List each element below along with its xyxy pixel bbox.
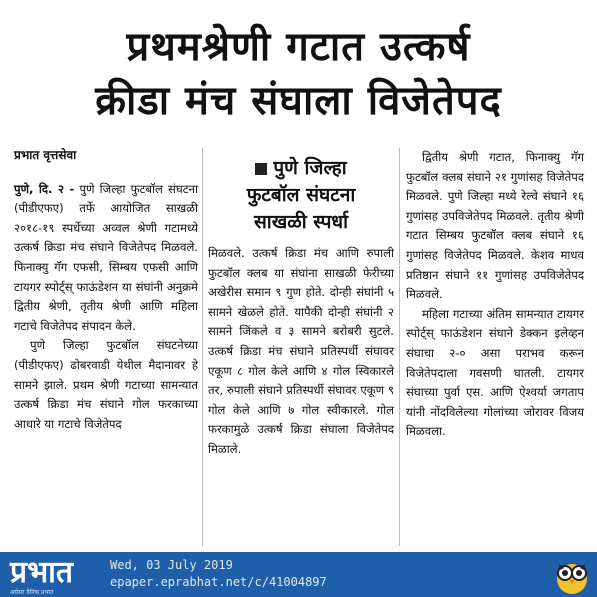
- column-1-paragraph-1: [14, 180, 198, 337]
- square-bullet-icon: [255, 163, 267, 175]
- owl-icon: [551, 554, 593, 596]
- headline: [0, 20, 597, 128]
- subheading-line-2: फुटबॉल संघटना: [246, 184, 356, 206]
- headline-line-1: प्रथमश्रेणी गटात उत्कर्ष: [126, 24, 471, 70]
- column-3-paragraph-2: महिला गटाच्या अंतिम सामन्यात टायगर स्पोर्ट्स् फाऊंडेशन संघाने डेक्कन इलेव्हन संघाचा २-० असा पराभव करून विजेतेपदाला गवसणी घातली. टायगर संघाच्या पुर्वा एस. आणि ऐश्वर्या जगताप यांनी नोंदविलेल्या गोलांच्या जोरावर विजय मिळवला.: [406, 306, 584, 439]
- byline: प्रभात वृत्तसेवा: [14, 148, 77, 162]
- logo-tagline: अग्रेसर दैनिक प्रभात: [10, 589, 54, 596]
- article-column-2: [208, 155, 394, 460]
- column-3-paragraph-1: द्वितीय श्रेणी गटात, फिनाक्यु गॅग फुटबॉल क्लब संघाने २१ गुणांसह विजेतेपद मिळवले. पुणे जिल्हा मध्ये रेल्वे संघाने १६ गुणांसह उपविजेतेपद मिळवले. तृतीय श्रेणी गटात सिम्बय फुटबॉल क्लब संघाने १६ गुणांसह विजेतेपद मिळवले. केशव माधव प्रतिष्ठान संघाने ११ गुणांसह उपविजेतेपद मिळवले.: [406, 150, 584, 302]
- column-1-paragraph-1-text: पुणे जिल्हा फुटबॉल संघटना (पीडीएफए) तर्फे आयोजित साखळी २०१८-१९ स्पर्धेच्या अव्वल श्रेणी गटामध्ये उत्कर्ष क्रिडा मंच संघाने विजेतेपद मिळवले. फिनाक्यु गॅग एफसी, सिम्बय एफसी आणि टायगर स्पोर्ट्स् फाऊंडेशन या संघांनी अनुक्रमे द्वितीय श्रेणी, तृतीय श्रेणी आणि महिला गटाचे विजेतेपद संपादन केले.: [14, 181, 198, 333]
- footer-url[interactable]: epaper.eprabhat.net/c/41004897: [110, 575, 327, 589]
- subheading: [208, 155, 394, 236]
- epaper-footer: [0, 552, 597, 597]
- article-column-3: [406, 148, 584, 442]
- prabhat-logo[interactable]: प्रभात: [10, 555, 74, 590]
- article-column-1: [14, 146, 198, 434]
- footer-date: Wed, 03 July 2019: [110, 558, 233, 572]
- headline-line-2: क्रीडा मंच संघाला विजेतेपद: [95, 78, 502, 124]
- column-1-paragraph-2: पुणे जिल्हा फुटबॉल संघटनेच्या (पीडीएफए) ढोबरवाडी येथील मैदानावर हे सामने झाले. प्रथम श्रेणी गटाच्या सामन्यात उत्कर्ष क्रिडा मंच संघाने गोल फरकाच्या आधारे या गटाचे विजेतेपद: [14, 338, 198, 431]
- column-divider: [202, 148, 203, 546]
- subheading-line-3: साखळी स्पर्धा: [253, 211, 349, 233]
- column-divider: [399, 148, 400, 546]
- dateline: पुणे, दि. २ -: [14, 181, 75, 196]
- column-2-paragraph-1: मिळवले. उत्कर्ष क्रिडा मंच आणि रुपाली फुटबॉल क्लब या संघांना साखळी फेरीच्या अखेरीस समान ९ गुण होते. दोन्ही संघांनी ५ सामने खेळले होते. यापैकी दोन्ही संघांनी २ सामने जिंकले व ३ सामने बरोबरी सुटले. उत्कर्ष क्रिडा मंच संघाने प्रतिस्पर्धी संघावर एकूण ८ गोल केले आणि ४ गोल स्विकारले तर, रुपाली संघाने प्रतिस्पर्धी संघावर एकूण ९ गोल केले आणि ७ गोल स्वीकारले. गोल फरकामुळे उत्कर्ष क्रिडा संघाला विजेतेपद मिळाले.: [208, 246, 394, 456]
- subheading-line-1: पुणे जिल्हा: [273, 157, 347, 179]
